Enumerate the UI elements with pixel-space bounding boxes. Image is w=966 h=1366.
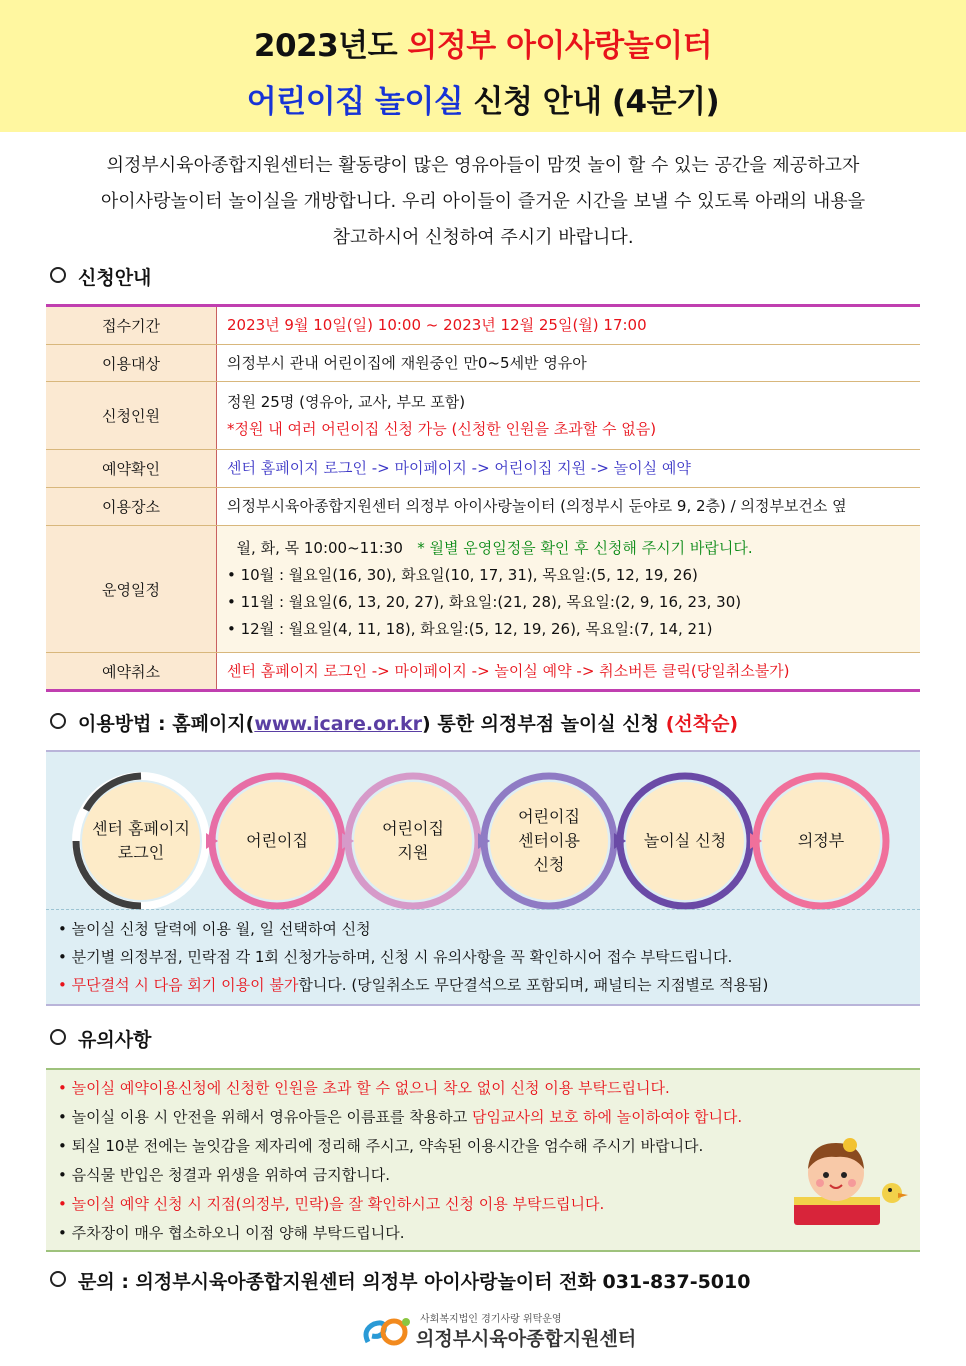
- footer-logo: [360, 1310, 640, 1354]
- child-illustration: [780, 1135, 910, 1230]
- title-place: 의정부 아이사랑놀이터: [407, 28, 713, 64]
- circle-bullet-icon: [50, 1029, 66, 1045]
- step-daycare-text: 어린이집: [246, 831, 308, 850]
- method-item-2: • 분기별 의정부점, 민락점 각 1회 신청가능하며, 신청 시 유의사항을 꼭 확인하시어 접수 부탁드립니다.: [58, 948, 733, 966]
- contact-text: 문의 : 의정부시육아종합지원센터 의정부 아이사랑놀이터 전화 031-837-5010: [78, 1271, 751, 1293]
- schedule-october: • 10월 : 월요일(16, 30), 화요일(10, 17, 31), 목요일:(5, 12, 19, 26): [227, 566, 698, 584]
- schedule-days: 월, 화, 목 10:00~11:30: [236, 539, 403, 557]
- schedule-label: 운영일정: [46, 526, 217, 652]
- title-highlight: 어린이집 놀이실: [246, 84, 464, 120]
- step-login-line1: 센터 홈페이지: [92, 819, 190, 838]
- note-5: • 놀이실 예약 신청 시 지점(의정부, 민락)을 잘 확인하시고 신청 이용 부탁드립니다.: [58, 1195, 605, 1213]
- note-4: • 음식물 반입은 청결과 위생을 위하여 금지합니다.: [58, 1166, 391, 1184]
- note-2-b: 담임교사의 보호 하에 놀이하여야 합니다.: [472, 1108, 743, 1126]
- step-login: [82, 782, 200, 900]
- capacity-label: 신청인원: [46, 382, 217, 449]
- method-order: (선착순): [665, 713, 739, 735]
- title-line-2: [0, 76, 966, 121]
- step-support-line1: 어린이집: [382, 819, 444, 838]
- method-item-1: • 놀이실 신청 달력에 이용 월, 일 선택하여 신청: [58, 920, 371, 938]
- period-value-text: 2023년 9월 10일(일) 10:00 ~ 2023년 12월 25일(월) 17:00: [227, 316, 647, 334]
- schedule-december: • 12월 : 월요일(4, 11, 18), 화요일:(5, 12, 19, 26), 목요일:(7, 14, 21): [227, 620, 713, 638]
- table-row: [46, 653, 920, 689]
- step-support-line2: 지원: [397, 843, 429, 862]
- period-value: [217, 307, 920, 344]
- schedule-note: * 월별 운영일정을 확인 후 신청해 주시기 바랍니다.: [417, 539, 753, 557]
- capacity-value-1: 정원 25명 (영유아, 교사, 부모 포함): [227, 392, 466, 411]
- intro-line-1: 의정부시육아종합지원센터는 활동량이 많은 영유아들이 맘껏 놀이 할 수 있는 공간을 제공하고자: [106, 155, 860, 176]
- circle-bullet-icon: [50, 267, 66, 283]
- intro-line-3: 참고하시어 신청하여 주시기 바랍니다.: [332, 227, 634, 248]
- section-info-heading: [50, 263, 151, 290]
- table-row: [46, 488, 920, 526]
- step-login-line2: 로그인: [117, 843, 165, 862]
- note-2-a: • 놀이실 이용 시 안전을 위해서 영유아들은 이름표를 착용하고: [58, 1108, 473, 1126]
- method-item-3-warning: • 무단결석 시 다음 회기 이용이 불가: [58, 976, 299, 994]
- circle-bullet-icon: [50, 1271, 66, 1287]
- note-2: [58, 1103, 742, 1132]
- location-label: 이용장소: [46, 488, 217, 525]
- location-value: [217, 488, 920, 525]
- title-rest: 신청 안내 (4분기): [473, 84, 720, 120]
- confirm-label: 예약확인: [46, 450, 217, 487]
- note-1: • 놀이실 예약이용신청에 신청한 인원을 초과 할 수 없으니 착오 없이 신청 이용 부탁드립니다.: [58, 1079, 670, 1097]
- step-center-line3: 신청: [533, 855, 565, 874]
- intro-line-2: 아이사랑놀이터 놀이실을 개방합니다. 우리 아이들이 즐거운 시간을 보낼 수 있도록 아래의 내용을: [100, 191, 866, 212]
- contact-line: [50, 1267, 750, 1294]
- circle-bullet-icon: [50, 713, 66, 729]
- method-prefix: 이용방법 : 홈페이지(: [78, 713, 255, 735]
- step-playroom-apply: [626, 782, 744, 900]
- table-row: [46, 382, 920, 450]
- note-3: • 퇴실 10분 전에는 놀잇감을 제자리에 정리해 주시고, 약속된 이용시간을 엄수해 주시기 바랍니다.: [58, 1137, 704, 1155]
- step-center-apply: [490, 782, 608, 900]
- step-daycare: [218, 782, 336, 900]
- capacity-value-2: *정원 내 여러 어린이집 신청 가능 (신청한 인원을 초과할 수 없음): [227, 419, 657, 438]
- table-row: [46, 526, 920, 653]
- capacity-value: [217, 382, 920, 449]
- footer-sub-text: 사회복지법인 경기사랑 위탁운영: [420, 1314, 562, 1325]
- step-daycare-support: [354, 782, 472, 900]
- section-method-heading: [50, 709, 738, 736]
- title-year: 2023년도: [253, 28, 398, 64]
- schedule-value: [217, 526, 920, 652]
- confirm-value: [217, 450, 920, 487]
- intro-text: [60, 148, 906, 256]
- step-uijeongbu-text: 의정부: [797, 831, 845, 850]
- info-table: [46, 304, 920, 692]
- step-playroom-text: 놀이실 신청: [643, 831, 727, 850]
- schedule-november: • 11월 : 월요일(6, 13, 20, 27), 화요일:(21, 28), 목요일:(2, 9, 16, 23, 30): [227, 593, 742, 611]
- method-list: [58, 915, 768, 999]
- cancel-label: 예약취소: [46, 653, 217, 689]
- homepage-link[interactable]: www.icare.or.kr: [254, 713, 423, 735]
- note-6: • 주차장이 매우 협소하오니 이점 양해 부탁드립니다.: [58, 1224, 405, 1242]
- period-label: 접수기간: [46, 307, 217, 344]
- footer-center-name: 의정부시육아종합지원센터: [416, 1328, 637, 1350]
- section-notes-heading: [50, 1025, 151, 1052]
- method-suffix: ) 통한 의정부점 놀이실 신청: [422, 713, 660, 735]
- target-value: [217, 345, 920, 381]
- notes-list: [58, 1074, 742, 1248]
- step-center-line1: 어린이집: [518, 807, 580, 826]
- section-info-title: 신청안내: [78, 267, 152, 289]
- schedule-days-line: [227, 535, 910, 562]
- location-value-text: 의정부시육아종합지원센터 의정부 아이사랑놀이터 (의정부시 둔야로 9, 2층) / 의정부보건소 옆: [227, 497, 847, 515]
- cancel-value-text: 센터 홈페이지 로그인 -> 마이페이지 -> 놀이실 예약 -> 취소버튼 클릭(당일취소불가): [227, 661, 790, 680]
- method-item-3-rest: 합니다. (당일취소도 무단결석으로 포함되며, 패널티는 지점별로 적용됨): [298, 976, 769, 994]
- step-center-line2: 센터이용: [518, 831, 580, 850]
- confirm-value-text: 센터 홈페이지 로그인 -> 마이페이지 -> 어린이집 지원 -> 놀이실 예약: [227, 459, 691, 477]
- cancel-value: [217, 653, 920, 689]
- process-divider: [46, 909, 920, 910]
- step-uijeongbu: [762, 782, 880, 900]
- table-row: [46, 345, 920, 382]
- target-value-text: 의정부시 관내 어린이집에 재원중인 만0~5세반 영유아: [227, 353, 587, 372]
- target-label: 이용대상: [46, 345, 217, 381]
- method-item-3: [58, 971, 768, 999]
- center-logo-icon: [360, 1312, 416, 1352]
- title-line-1: [0, 20, 966, 65]
- section-notes-title: 유의사항: [78, 1029, 152, 1051]
- table-row: [46, 307, 920, 345]
- table-row: [46, 450, 920, 488]
